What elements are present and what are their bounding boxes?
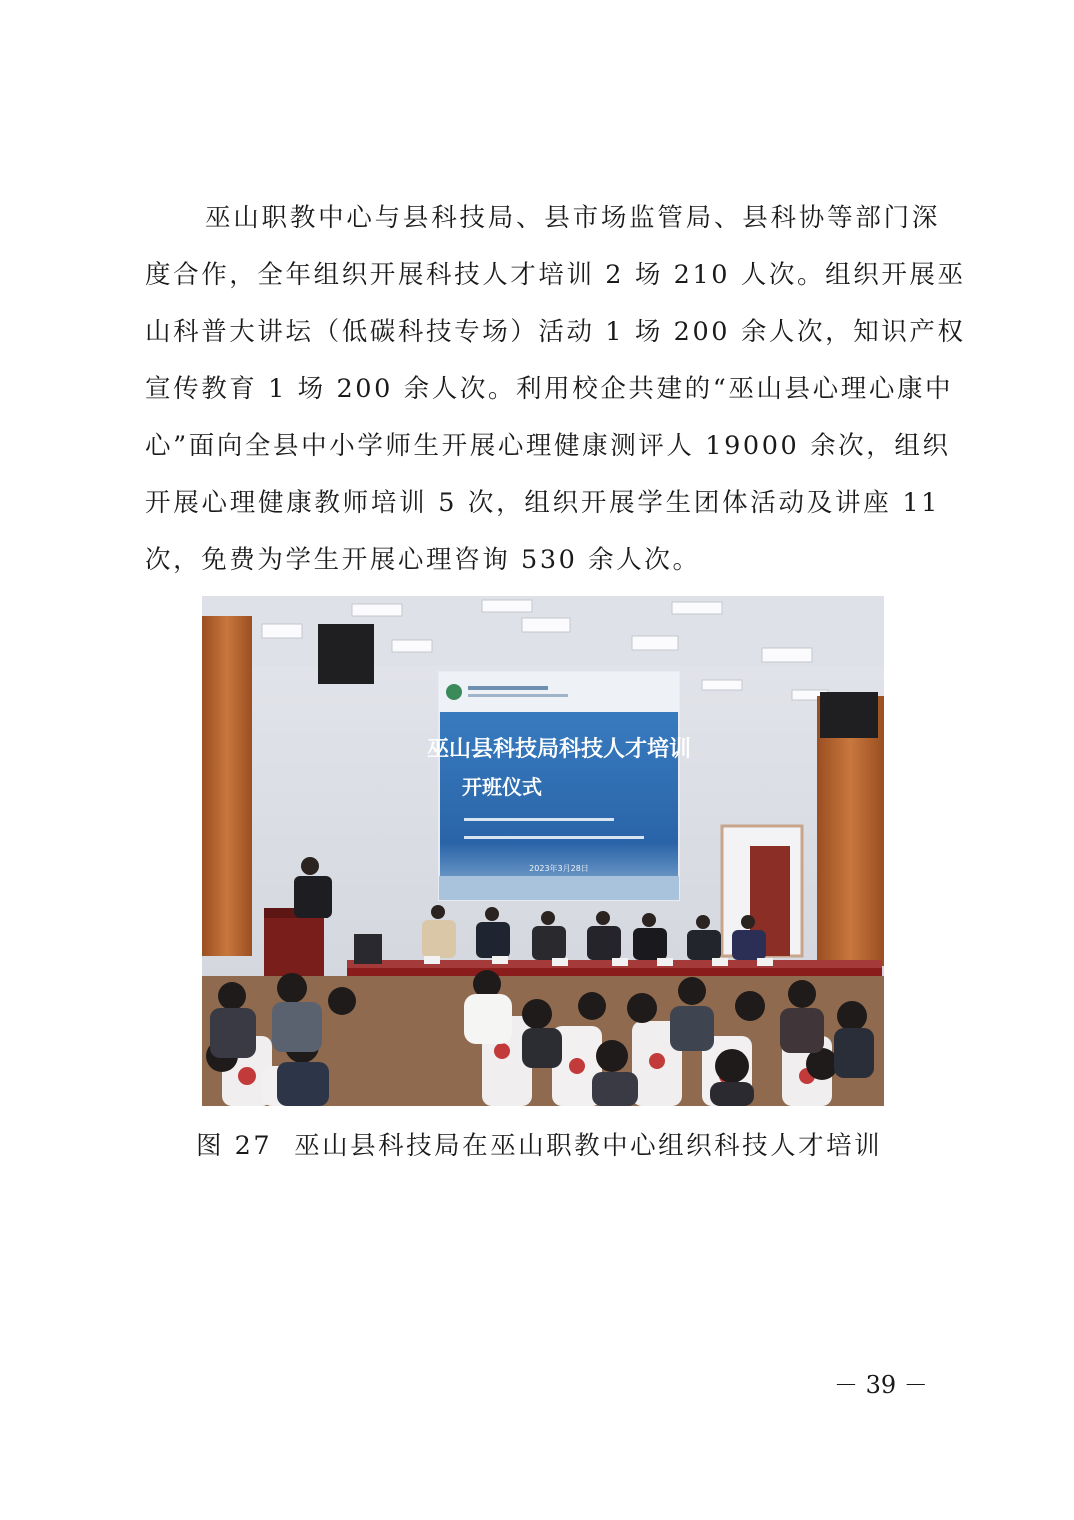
- paragraph-line: 巫山职教中心与县科技局、县市场监管局、县科协等部门深: [205, 203, 940, 233]
- page-number: － 39 －: [834, 1371, 928, 1399]
- paragraph-line: 度合作，全年组织开展科技人才培训 2 场 210 人次。组织开展巫: [145, 260, 966, 290]
- paragraph-line: 次，免费为学生开展心理咨询 530 余人次。: [145, 545, 701, 575]
- paragraph-line: 开展心理健康教师培训 5 次，组织开展学生团体活动及讲座 11: [145, 488, 940, 518]
- screen-title-line1: 巫山县科技局科技人才培训: [426, 736, 692, 762]
- screen-title-line2: 开班仪式: [462, 775, 542, 799]
- figure-caption-text: 巫山县科技局在巫山职教中心组织科技人才培训: [294, 1131, 883, 1161]
- meeting-photo: [202, 596, 884, 1106]
- paragraph-line: 心”面向全县中小学师生开展心理健康测评人 19000 余次，组织: [145, 431, 951, 461]
- paragraph-line: 宣传教育 1 场 200 余人次。利用校企共建的“巫山县心理心康中: [145, 374, 954, 404]
- paragraph-line: 山科普大讲坛（低碳科技专场）活动 1 场 200 余人次，知识产权: [145, 317, 966, 347]
- screen-date: 2023年3月28日: [529, 864, 589, 873]
- figure-number: 图 27: [196, 1131, 273, 1161]
- figure-caption: [196, 1128, 896, 1164]
